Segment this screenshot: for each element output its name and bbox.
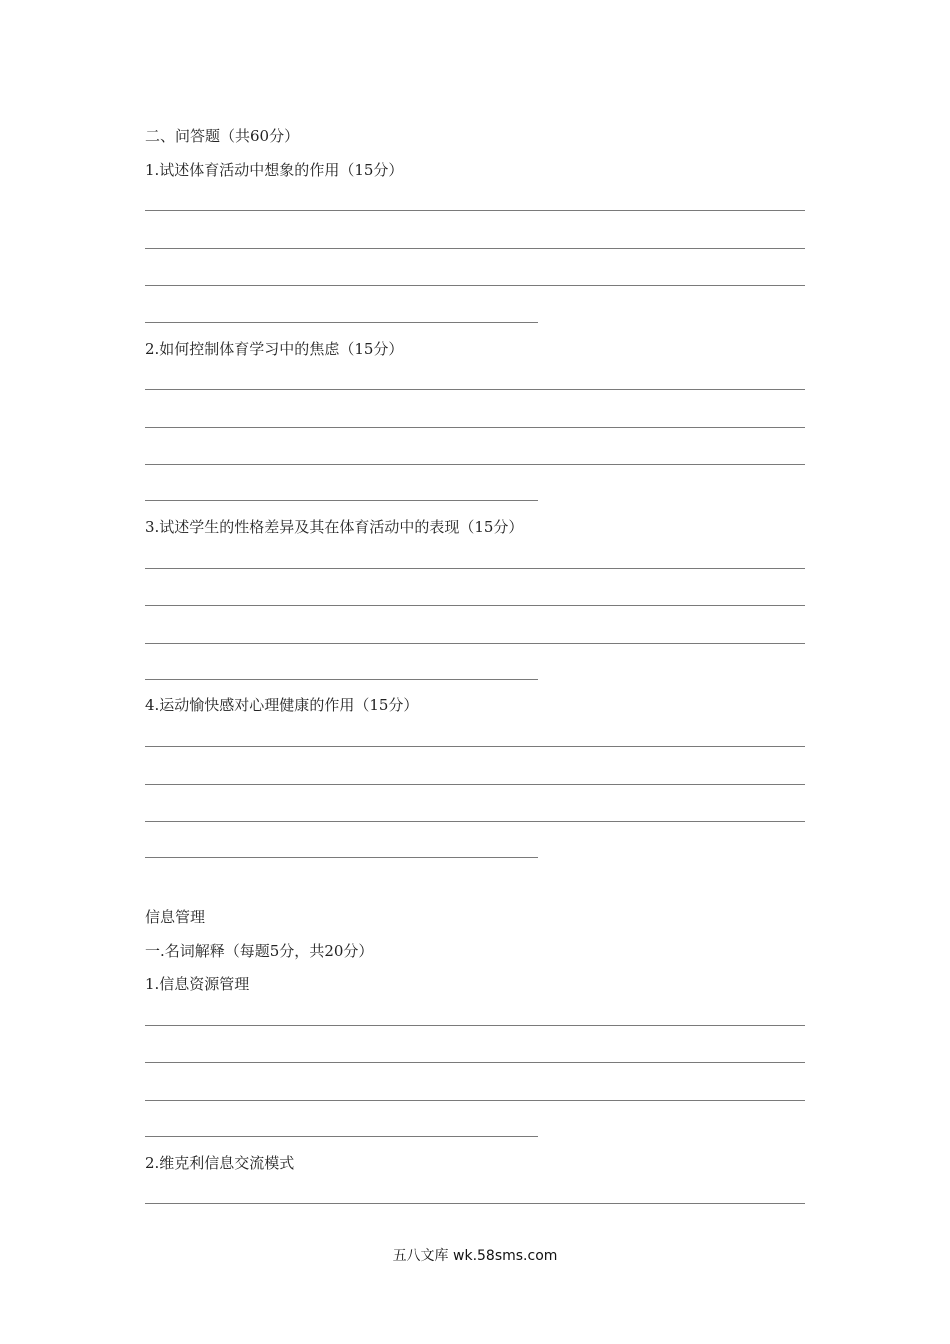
question-1: 1.试述体育活动中想象的作用（15分） (145, 161, 404, 179)
answer-line (145, 784, 805, 785)
answer-line (145, 1025, 805, 1026)
answer-line (145, 679, 538, 680)
answer-line (145, 389, 805, 390)
answer-line (145, 1136, 538, 1137)
subject-title: 信息管理 (145, 908, 206, 926)
answer-line (145, 210, 805, 211)
section-heading: 二、问答题（共60分） (145, 127, 300, 145)
term-2: 2.维克利信息交流模式 (145, 1154, 295, 1172)
answer-line (145, 643, 805, 644)
answer-line (145, 857, 538, 858)
answer-line (145, 605, 805, 606)
part-heading: 一.名词解释（每题5分，共20分） (145, 942, 374, 960)
answer-line (145, 1100, 805, 1101)
answer-line (145, 464, 805, 465)
question-4: 4.运动愉快感对心理健康的作用（15分） (145, 696, 419, 714)
answer-line (145, 427, 805, 428)
answer-line (145, 568, 805, 569)
answer-line (145, 1062, 805, 1063)
answer-line (145, 1203, 805, 1204)
answer-line (145, 500, 538, 501)
answer-line (145, 322, 538, 323)
answer-line (145, 285, 805, 286)
answer-line (145, 821, 805, 822)
question-3: 3.试述学生的性格差异及其在体育活动中的表现（15分） (145, 518, 524, 536)
footer-watermark: 五八文库 wk.58sms.com (392, 1248, 558, 1264)
answer-line (145, 248, 805, 249)
question-2: 2.如何控制体育学习中的焦虑（15分） (145, 340, 404, 358)
term-1: 1.信息资源管理 (145, 975, 250, 993)
answer-line (145, 746, 805, 747)
